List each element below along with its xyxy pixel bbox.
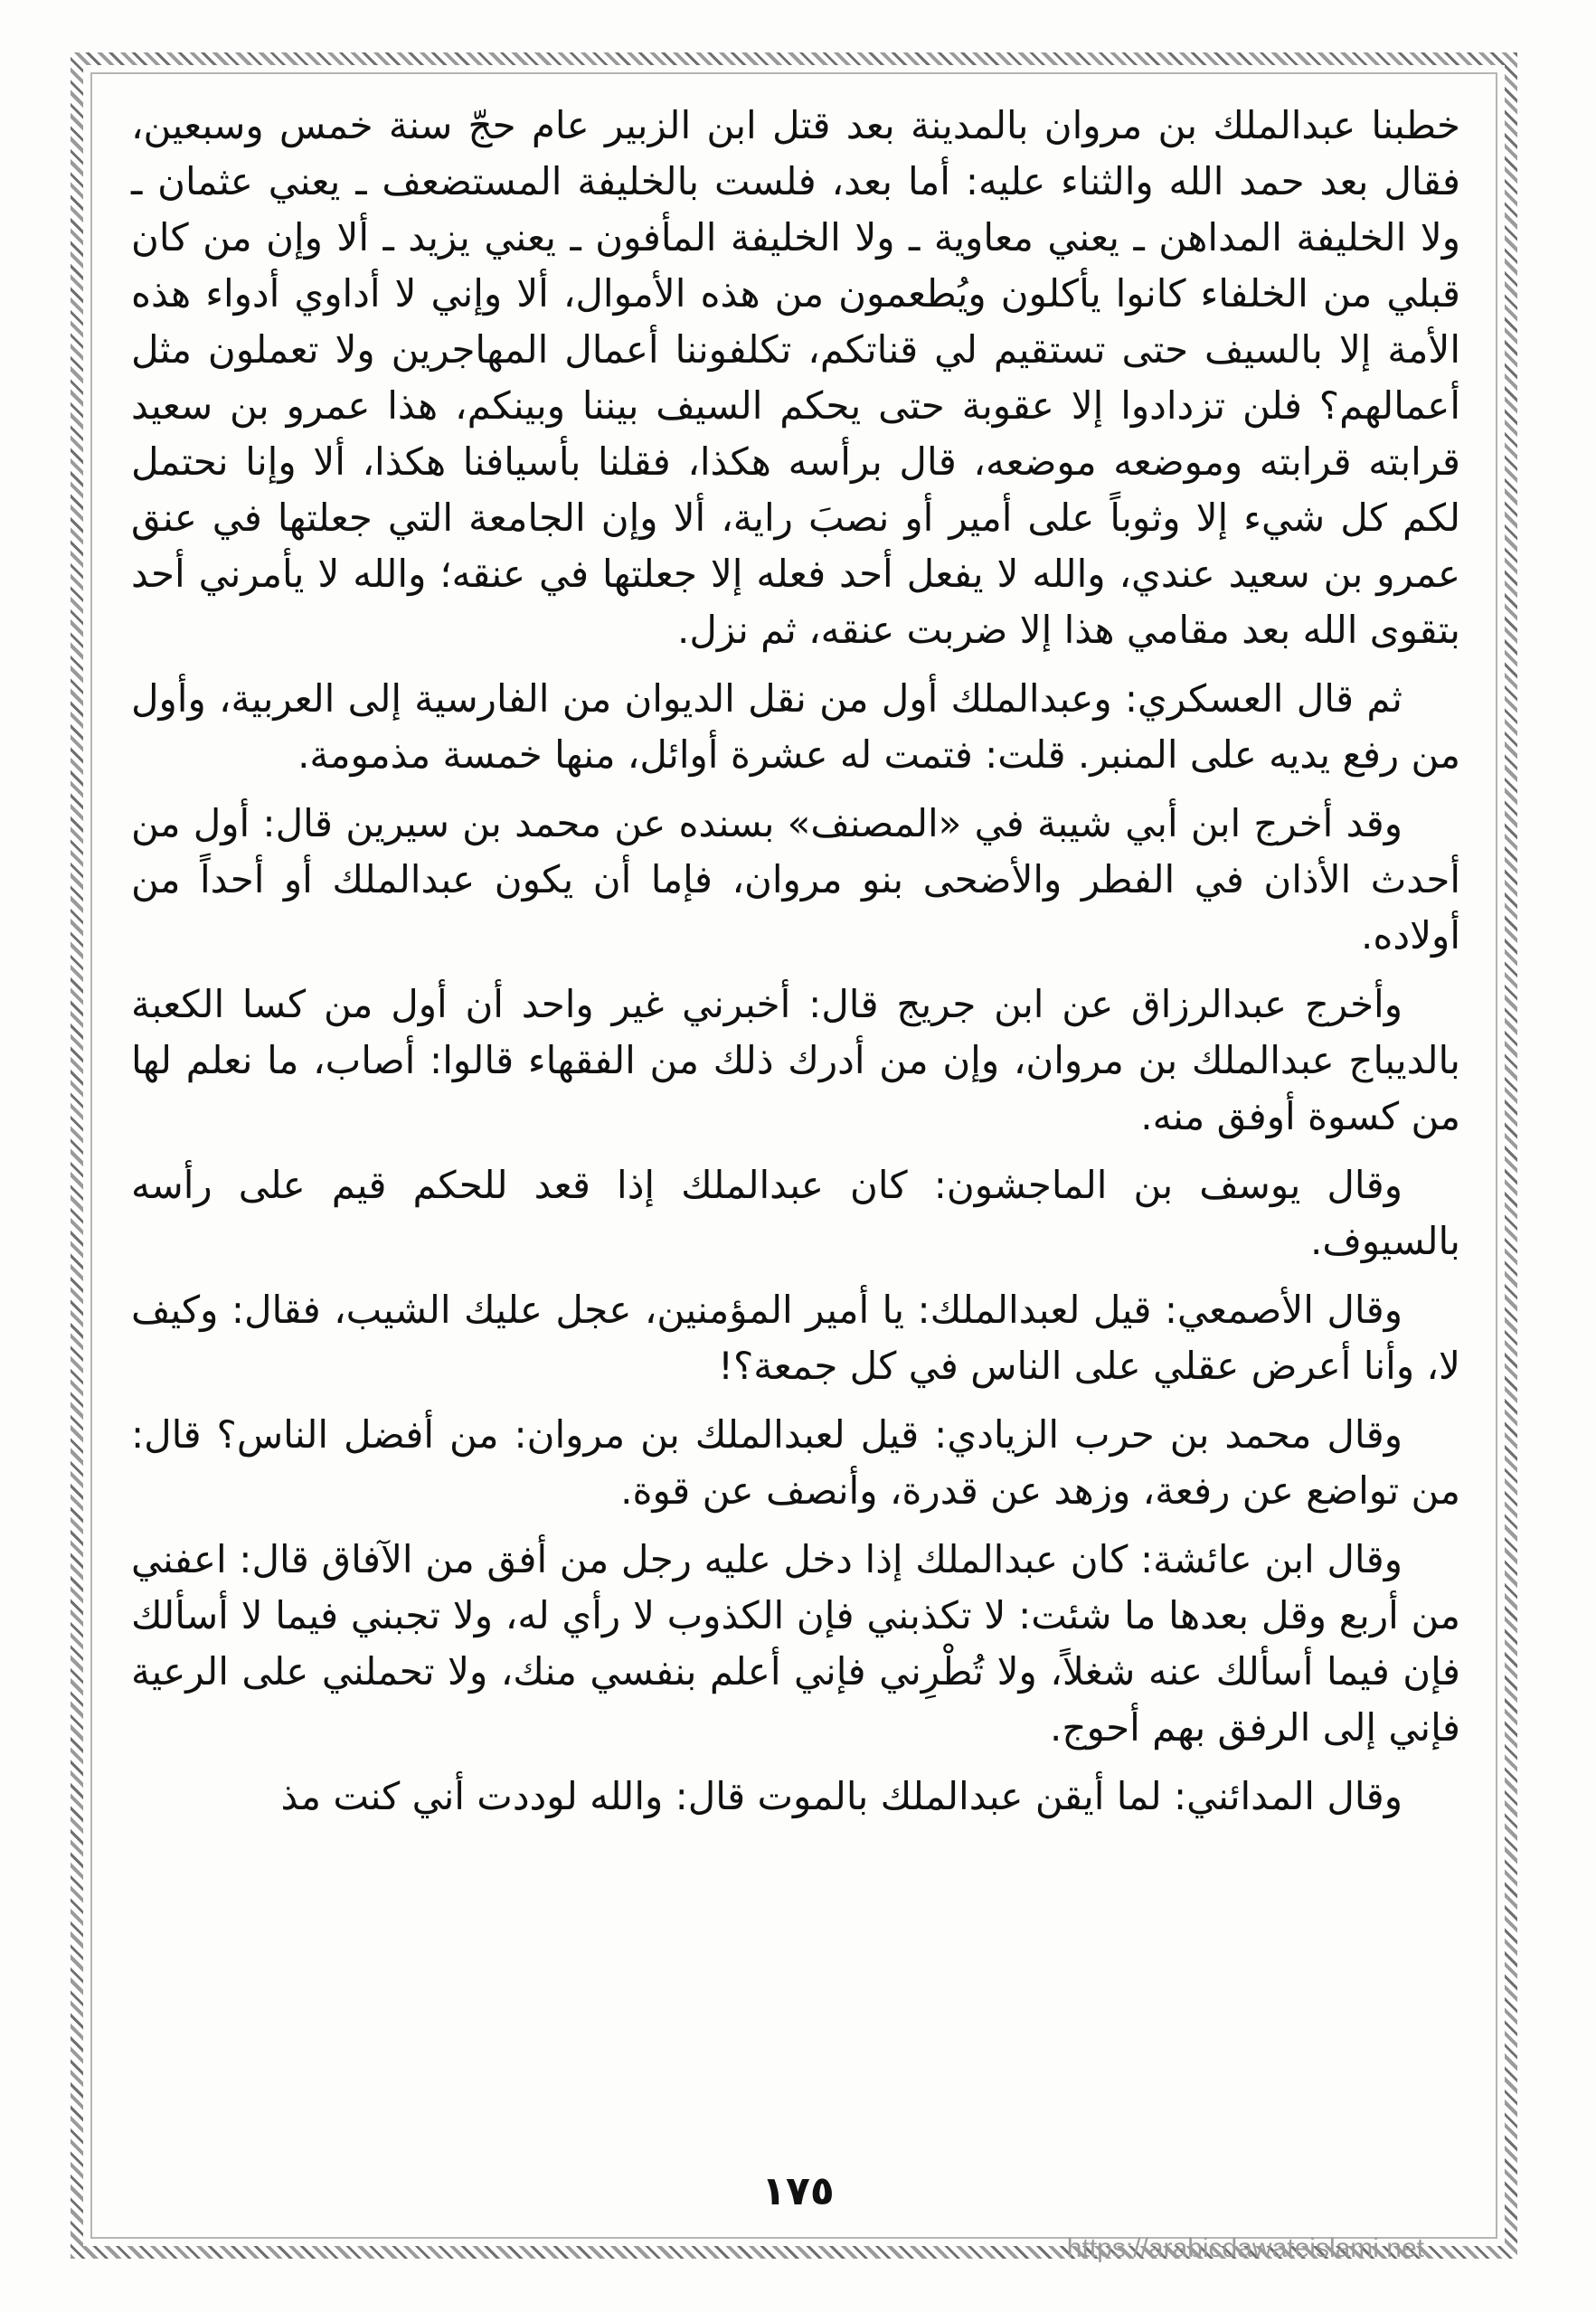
watermark-url: https://arabicdawateislami.net xyxy=(1066,2233,1424,2263)
paragraph-5: وقال يوسف بن الماجشون: كان عبدالملك إذا قعد للحكم قيم على رأسه بالسيوف. xyxy=(131,1163,1460,1263)
paragraph-6: وقال الأصمعي: قيل لعبدالملك: يا أمير المؤمنين، عجل عليك الشيب، فقال: وكيف لا، وأنا أعرض عقلي على الناس في كل جمعة؟! xyxy=(131,1288,1460,1388)
page-number: ١٧٥ xyxy=(761,2168,835,2214)
paragraph-2: ثم قال العسكري: وعبدالملك أول من نقل الديوان من الفارسية إلى العربية، وأول من رفع يديه على المنبر. قلت: فتمت له عشرة أوائل، منها خمسة مذمومة. xyxy=(131,676,1460,777)
paragraph-1: خطبنا عبدالملك بن مروان بالمدينة بعد قتل ابن الزبير عام حجّ سنة خمس وسبعين، فقال بعد حمد الله والثناء عليه: أما بعد، فلست بالخليفة المستضعف ـ يعني عثمان ـ ولا الخليفة المداهن ـ يعني معاوية ـ ولا الخليفة المأفون ـ يعني يزيد ـ ألا وإن من كان قبلي من الخلفاء كانوا يأكلون ويُطعمون من هذه الأموال، ألا وإني لا أداوي أدواء هذه الأمة إلا بالسيف حتى تستقيم لي قناتكم، تكلفوننا أعمال المهاجرين ولا تعملون مثل أعمالهم؟ فلن تزدادوا إلا عقوبة حتى يحكم السيف بيننا وبينكم، هذا عمرو بن سعيد قرابته قرابته وموضعه موضعه، قال برأسه هكذا، فقلنا بأسيافنا هكذا، ألا وإنا نحتمل لكم كل شيء إلا وثوباً على أمير أو نصبَ راية، ألا وإن الجامعة التي جعلتها في عنق عمرو بن سعيد عندي، والله لا يفعل أحد فعله إلا جعلتها في عنقه؛ والله لا يأمرني أحد بتقوى الله بعد مقامي هذا إلا ضربت عنقه، ثم نزل. xyxy=(131,103,1460,652)
paragraph-4: وأخرج عبدالرزاق عن ابن جريج قال: أخبرني غير واحد أن أول من كسا الكعبة بالديباج عبدالملك بن مروان، وإن من أدرك ذلك من الفقهاء قالوا: أصاب، ما نعلم لها من كسوة أوفق منه. xyxy=(131,982,1460,1138)
paragraph-3: وقد أخرج ابن أبي شيبة في «المصنف» بسنده عن محمد بن سيرين قال: أول من أحدث الأذان في الفطر والأضحى بنو مروان، فإما أن يكون عبدالملك أو أحداً من أولاده. xyxy=(131,801,1460,958)
paragraph-7: وقال محمد بن حرب الزيادي: قيل لعبدالملك بن مروان: من أفضل الناس؟ قال: من تواضع عن رفعة، وزهد عن قدرة، وأنصف عن قوة. xyxy=(131,1412,1460,1513)
body-text xyxy=(131,98,1460,1837)
paragraph-8: وقال ابن عائشة: كان عبدالملك إذا دخل عليه رجل من أفق من الآفاق قال: اعفني من أربع وقل بعدها ما شئت: لا تكذبني فإن الكذوب لا رأي له، ولا تجبني فيما لا أسألك فإن فيما أسألك عنه شغلاً، ولا تُطْرِني فإني أعلم بنفسي منك، ولا تحملني على الرعية فإني إلى الرفق بهم أحوج. xyxy=(131,1537,1460,1750)
paragraph-9: وقال المدائني: لما أيقن عبدالملك بالموت قال: والله لوددت أني كنت مذ xyxy=(280,1774,1402,1818)
